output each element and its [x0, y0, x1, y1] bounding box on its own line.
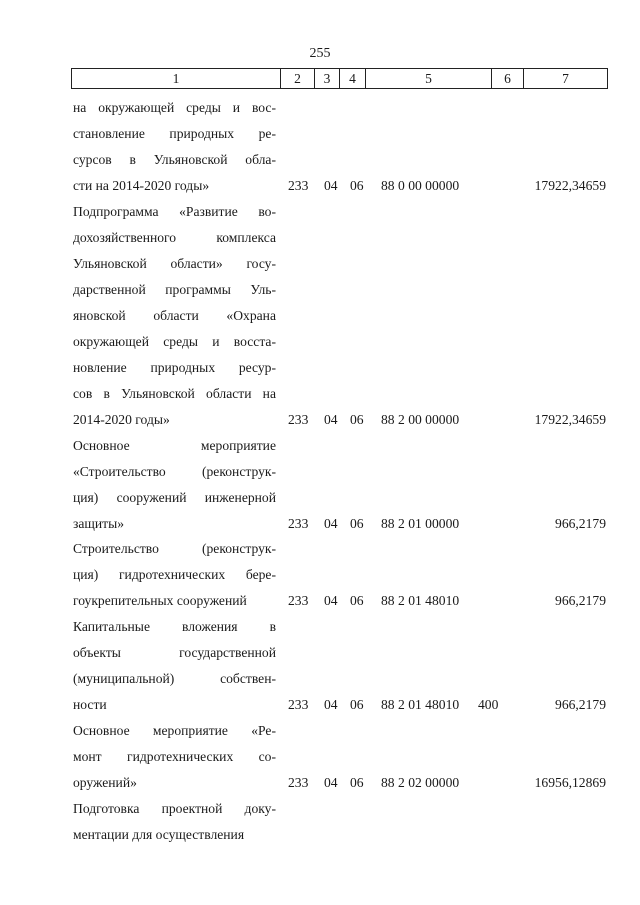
- column-header-4: 4: [340, 69, 366, 89]
- row-description-line: ция) сооружений инженерной: [73, 489, 276, 505]
- column-header-3: 3: [315, 69, 340, 89]
- row-description-line: Ульяновской области» госу-: [73, 255, 276, 271]
- column-header-1: 1: [72, 69, 281, 89]
- row-description-line: на окружающей среды и вос-: [73, 100, 276, 115]
- row-code: 233: [288, 515, 309, 531]
- row-subsection: 06: [350, 177, 364, 193]
- row-amount: 17922,34659: [534, 177, 606, 193]
- row-subsection: 06: [350, 593, 364, 609]
- row-target-article: 88 2 01 00000: [381, 515, 460, 531]
- row-description-line: объекты государственной: [73, 645, 276, 661]
- row-section: 04: [324, 697, 338, 713]
- column-header-5: 5: [366, 69, 492, 89]
- row-subsection: 06: [350, 775, 364, 791]
- row-code: 233: [288, 177, 309, 193]
- row-description-line: сти на 2014-2020 годы»: [73, 177, 210, 193]
- row-description-line: (муниципальной) собствен-: [73, 671, 276, 687]
- row-description-line: защиты»: [73, 515, 125, 531]
- row-description-line: оружений»: [73, 775, 137, 791]
- row-description-line: становление природных ре-: [73, 125, 276, 141]
- row-code: 233: [288, 593, 309, 609]
- row-section: 04: [324, 515, 338, 531]
- row-description-line: ментации для осуществления: [73, 827, 245, 843]
- row-description-line: Основное мероприятие: [73, 437, 276, 453]
- row-amount: 17922,34659: [534, 411, 606, 427]
- row-description-line: Капитальные вложения в: [73, 619, 276, 635]
- row-amount: 966,2179: [555, 593, 606, 609]
- row-description-line: Подпрограмма «Развитие во-: [73, 203, 276, 219]
- row-description-line: ция) гидротехнических бере-: [73, 567, 276, 583]
- row-description-line: новление природных ресур-: [73, 359, 276, 375]
- row-amount: 16956,12869: [534, 775, 606, 791]
- row-description-line: Строительство (реконструк-: [73, 541, 276, 557]
- row-description-line: гоукрепительных сооружений: [73, 593, 247, 609]
- row-code: 233: [288, 697, 309, 713]
- column-header-6: 6: [492, 69, 524, 89]
- row-description-line: сов в Ульяновской области на: [73, 385, 276, 401]
- row-target-article: 88 2 01 48010: [381, 593, 460, 609]
- column-header-table: [71, 68, 608, 89]
- row-section: 04: [324, 411, 338, 427]
- column-header-7: 7: [524, 69, 608, 89]
- page-number: 255: [309, 46, 331, 61]
- row-subsection: 06: [350, 411, 364, 427]
- row-target-article: 88 2 02 00000: [381, 775, 460, 791]
- row-code: 233: [288, 775, 309, 791]
- row-amount: 966,2179: [555, 697, 606, 713]
- row-expense-type: 400: [478, 697, 499, 713]
- row-description-line: монт гидротехнических со-: [73, 749, 276, 765]
- row-code: 233: [288, 411, 309, 427]
- row-description-line: яновской области «Охрана: [73, 307, 276, 323]
- row-description-line: дохозяйственного комплекса: [73, 229, 276, 245]
- row-description-line: Основное мероприятие «Ре-: [73, 723, 276, 739]
- row-section: 04: [324, 177, 338, 193]
- row-amount: 966,2179: [555, 515, 606, 531]
- row-target-article: 88 0 00 00000: [381, 177, 460, 193]
- row-description-line: сурсов в Ульяновской обла-: [73, 151, 276, 167]
- column-header-2: 2: [281, 69, 315, 89]
- row-description-line: окружающей среды и восста-: [73, 333, 276, 349]
- row-description-line: ности: [73, 697, 107, 713]
- row-target-article: 88 2 01 48010: [381, 697, 460, 713]
- row-description-line: «Строительство (реконструк-: [73, 463, 276, 479]
- row-section: 04: [324, 593, 338, 609]
- row-description-line: дарственной программы Уль-: [73, 281, 276, 297]
- row-section: 04: [324, 775, 338, 791]
- row-subsection: 06: [350, 515, 364, 531]
- row-description-line: 2014-2020 годы»: [73, 411, 170, 427]
- row-target-article: 88 2 00 00000: [381, 411, 460, 427]
- row-subsection: 06: [350, 697, 364, 713]
- row-description-line: Подготовка проектной доку-: [73, 801, 276, 817]
